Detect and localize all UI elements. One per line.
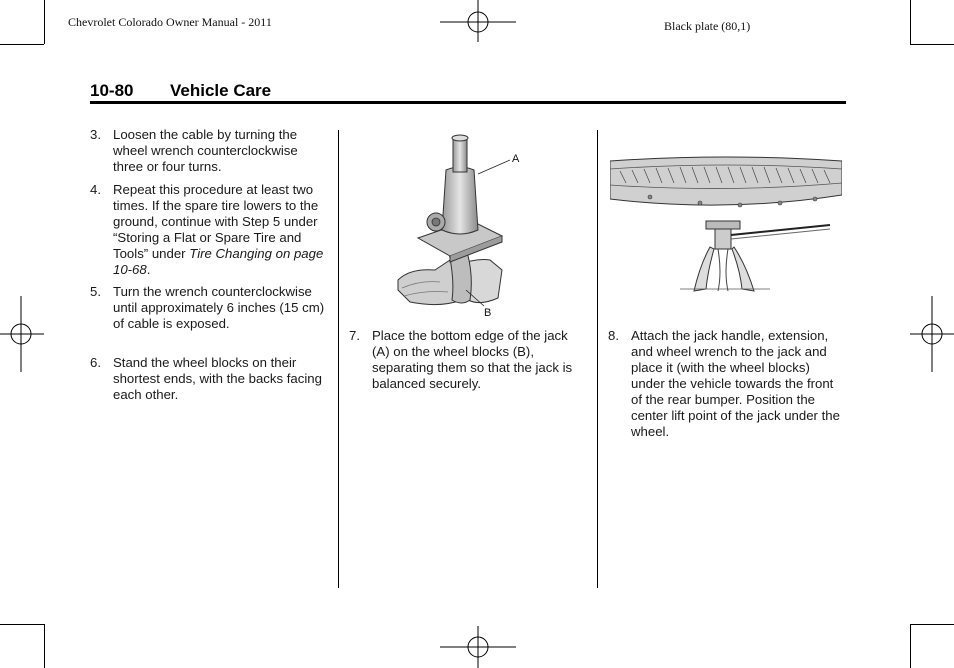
cross-reference-link[interactable]: Tire Changing on page 10-68 <box>113 246 324 277</box>
crop-mark <box>910 624 954 625</box>
jack-illustration <box>390 130 530 320</box>
crop-mark <box>0 624 44 625</box>
step-text-end: . <box>146 262 151 277</box>
figure-label-b: B <box>484 307 492 319</box>
plate-label: Black plate (80,1) <box>664 19 751 33</box>
jack-under-wheel-illustration <box>610 155 842 300</box>
manual-title: Chevrolet Colorado Owner Manual - 2011 <box>68 15 272 29</box>
step-text: Stand the wheel blocks on their shortest ends, with the backs facing each other. <box>113 355 322 402</box>
step-number: 6. <box>90 355 101 370</box>
column-divider <box>597 130 598 588</box>
heading-rule <box>90 101 846 104</box>
step-text: Attach the jack handle, extension, and wheel wrench to the jack and place it (with the wheel blocks) under the vehicle towards the front of the rear bumper. Position the center lift point of the jack under the wheel. <box>631 328 840 439</box>
page-number: 10-80 <box>90 81 134 100</box>
registration-mark-right <box>910 296 954 372</box>
column-divider <box>338 130 339 588</box>
step-number: 3. <box>90 127 101 142</box>
step-number: 7. <box>349 328 360 343</box>
registration-mark-left <box>0 296 44 372</box>
crop-mark <box>44 0 45 44</box>
step-number: 8. <box>608 328 619 343</box>
registration-mark-top <box>440 0 516 42</box>
crop-mark <box>0 44 44 45</box>
step-text: Loosen the cable by turning the wheel wrench counterclockwise three or four turns. <box>113 127 298 174</box>
figure-label-a: A <box>512 153 520 165</box>
crop-mark <box>910 0 911 44</box>
step-number: 5. <box>90 284 101 299</box>
step-text: Place the bottom edge of the jack (A) on the wheel blocks (B), separating them so that the jack is balanced securely. <box>372 328 573 391</box>
registration-mark-bottom <box>440 626 516 668</box>
crop-mark <box>910 624 911 668</box>
step-text: Repeat this procedure at least two times. If the spare tire lowers to the ground, continue with Step 5 under “Storing a Flat or Spare Tire and Tools” under <box>113 182 319 261</box>
step-number: 4. <box>90 182 101 197</box>
section-title: Vehicle Care <box>170 81 272 100</box>
crop-mark <box>910 44 954 45</box>
step-text-block <box>113 182 331 278</box>
step-text: Turn the wrench counterclockwise until approximately 6 inches (15 cm) of cable is exposed. <box>113 284 325 331</box>
crop-mark <box>44 624 45 668</box>
